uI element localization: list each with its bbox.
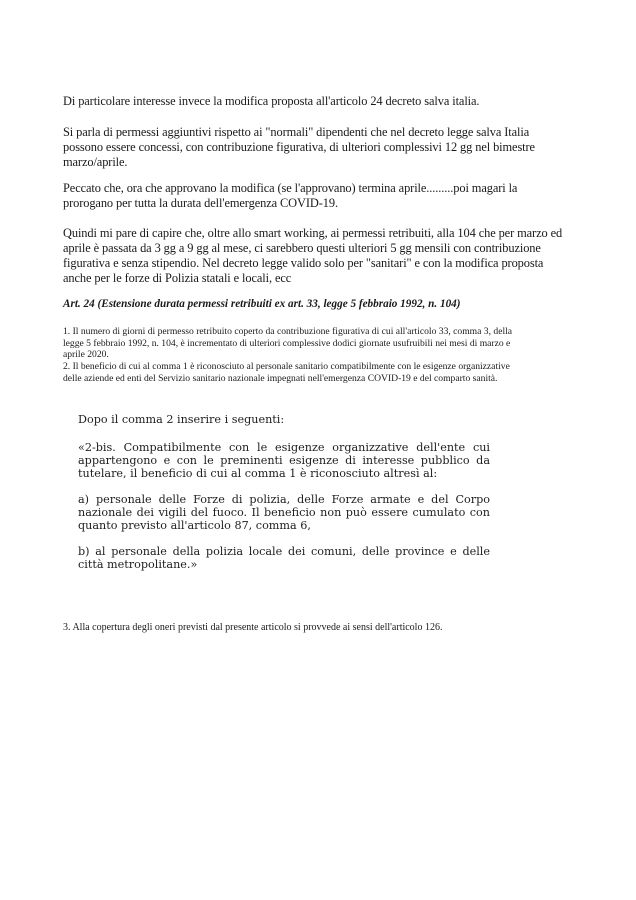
article-heading: Art. 24 (Estensione durata permessi retribuiti ex art. 33, legge 5 febbraio 1992, n. 104) xyxy=(63,298,461,310)
article-comma-1: 1. Il numero di giorni di permesso retribuito coperto da contribuzione figurativa di cui all'articolo 33, comma 3, della legge 5 febbraio 1992, n. 104, è incrementato di ulteriori complessive dodici giornate usufruibili nei mesi di marzo e aprile 2020. xyxy=(63,326,513,360)
paragraph-permessi: Si parla di permessi aggiuntivi rispetto ai "normali" dipendenti che nel decreto legge salva Italia possono essere concessi, con contribuzione figurativa, di ulteriori complessivi 12 gg nel bimestre marzo/aprile. xyxy=(63,125,535,169)
amendment-item-b: b) al personale della polizia locale dei comuni, delle province e delle città metropolitane.» xyxy=(78,545,490,571)
amendment-comma-2-bis: «2-bis. Compatibilmente con le esigenze organizzative dell'ente cui appartengono e con le preminenti esigenze di interesse pubblico da tutelare, il beneficio di cui al comma 1 è riconosciuto altresì al: xyxy=(78,441,490,480)
paragraph-aprile: Peccato che, ora che approvano la modifica (se l'approvano) termina aprile.........poi magari la prorogano per tutta la durata dell'emergenza COVID-19. xyxy=(63,181,518,210)
paragraph-summary: Quindi mi pare di capire che, oltre allo smart working, ai permessi retribuiti, alla 104 che per marzo ed aprile è passata da 3 gg a 9 gg al mese, ci sarebbero questi ulteriori 5 gg mensili con contribuzione figurativa e senza stipendio. Nel decreto legge valido solo per "sanitari" e con la modifica proposta anche per le forze di Polizia statali e locali, ecc xyxy=(63,226,563,285)
article-comma-2: 2. Il beneficio di cui al comma 1 è riconosciuto al personale sanitario compatibilmente con le esigenze organizzative delle aziende ed enti del Servizio sanitario nazionale impegnati nell'emergenza COVID-19 e del comparto sanità. xyxy=(63,361,510,384)
paragraph-intro: Di particolare interesse invece la modifica proposta all'articolo 24 decreto salva italia. xyxy=(63,94,480,108)
article-comma-3: 3. Alla copertura degli oneri previsti dal presente articolo si provvede ai sensi dell'articolo 126. xyxy=(63,622,443,633)
amendment-item-a: a) personale delle Forze di polizia, delle Forze armate e del Corpo nazionale dei vigili del fuoco. Il beneficio non può essere cumulato con quanto previsto all'articolo 87, comma 6, xyxy=(78,493,490,532)
amendment-intro: Dopo il comma 2 inserire i seguenti: xyxy=(78,413,285,426)
amendment-excerpt xyxy=(78,413,490,584)
